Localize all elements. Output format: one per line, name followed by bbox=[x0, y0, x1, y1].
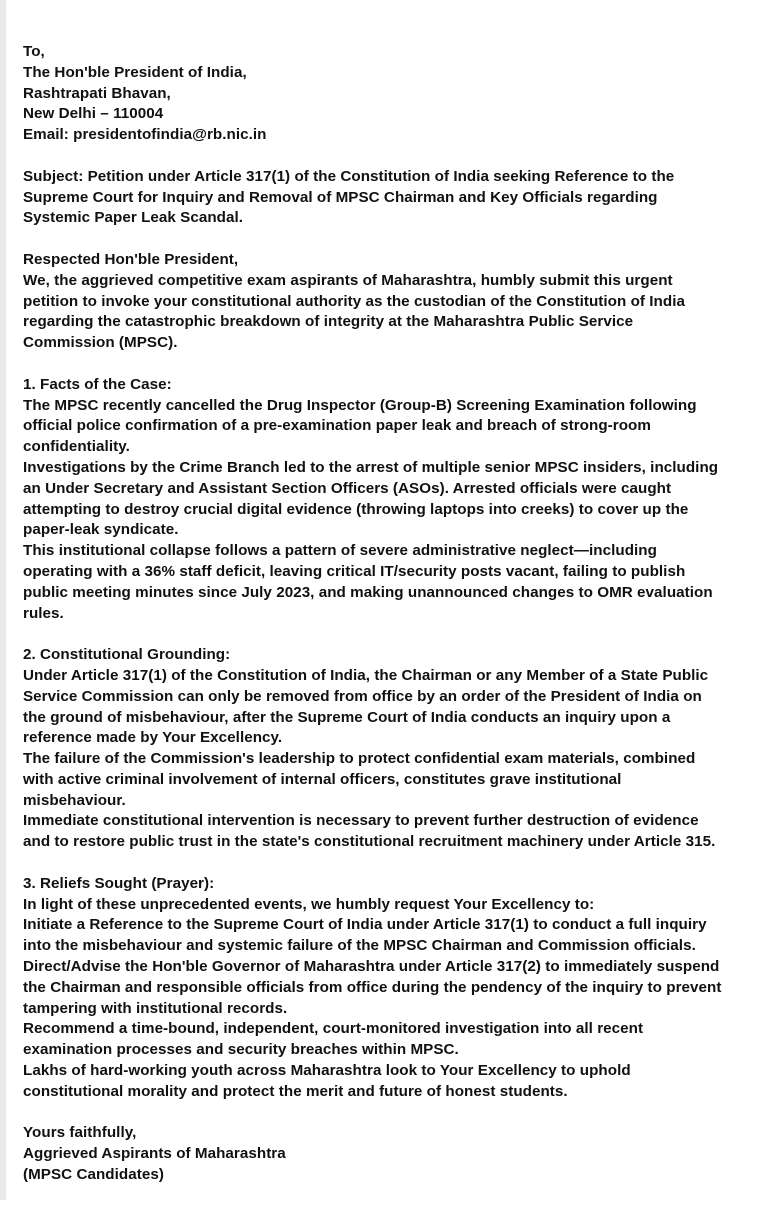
signatory: Aggrieved Aspirants of Maharashtra bbox=[23, 1145, 286, 1163]
section-heading: 3. Reliefs Sought (Prayer): bbox=[23, 874, 215, 892]
grounding-line: Immediate constitutional intervention is necessary to prevent further destruction of evidence bbox=[23, 812, 699, 830]
reliefs-line: Direct/Advise the Hon'ble Governor of Maharashtra under Article 317(2) to immediately suspend bbox=[23, 958, 720, 976]
intro-line: We, the aggrieved competitive exam aspirants of Maharashtra, humbly submit this urgent bbox=[23, 271, 673, 289]
subject-block bbox=[23, 167, 770, 229]
reliefs-line: Recommend a time-bound, independent, court-monitored investigation into all recent bbox=[23, 1020, 644, 1038]
reliefs-line: tampering with institutional records. bbox=[23, 999, 288, 1017]
facts-line: This institutional collapse follows a pattern of severe administrative neglect—including bbox=[23, 542, 657, 560]
grounding-line: The failure of the Commission's leadership to protect confidential exam materials, combined bbox=[23, 750, 696, 768]
subject-line: Supreme Court for Inquiry and Removal of MPSC Chairman and Key Officials regarding bbox=[23, 188, 658, 206]
facts-line: operating with a 36% staff deficit, leaving critical IT/security posts vacant, failing to publish bbox=[23, 562, 686, 580]
grounding-line: and to restore public trust in the state's constitutional recruitment machinery under Article 315. bbox=[23, 833, 716, 851]
intro-line: Commission (MPSC). bbox=[23, 334, 178, 352]
facts-line: attempting to destroy crucial digital evidence (throwing laptops into creeks) to cover up the bbox=[23, 500, 689, 518]
subject-line: Systemic Paper Leak Scandal. bbox=[23, 209, 244, 227]
facts-line: confidentiality. bbox=[23, 438, 130, 456]
subject-line: Subject: Petition under Article 317(1) of the Constitution of India seeking Reference to the bbox=[23, 167, 675, 185]
signatory-group: (MPSC Candidates) bbox=[23, 1166, 164, 1184]
petition-letter bbox=[23, 42, 770, 1207]
facts-line: an Under Secretary and Assistant Section Officers (ASOs). Arrested officials were caught bbox=[23, 479, 672, 497]
recipient-city: New Delhi – 110004 bbox=[23, 105, 164, 123]
reliefs-section bbox=[23, 874, 770, 1103]
facts-line: Investigations by the Crime Branch led to the arrest of multiple senior MPSC insiders, including bbox=[23, 458, 719, 476]
grounding-line: reference made by Your Excellency. bbox=[23, 729, 283, 747]
grounding-section bbox=[23, 645, 770, 853]
facts-line: The MPSC recently cancelled the Drug Inspector (Group-B) Screening Examination following bbox=[23, 396, 697, 414]
reliefs-line: examination processes and security breaches within MPSC. bbox=[23, 1041, 459, 1059]
greeting-block bbox=[23, 250, 770, 354]
address-block bbox=[23, 42, 770, 146]
recipient-email: Email: presidentofindia@rb.nic.in bbox=[23, 126, 267, 144]
recipient-name: The Hon'ble President of India, bbox=[23, 63, 247, 81]
reliefs-line: into the misbehaviour and systemic failure of the MPSC Chairman and Commission officials. bbox=[23, 937, 696, 955]
grounding-line: Under Article 317(1) of the Constitution of India, the Chairman or any Member of a State Public bbox=[23, 666, 709, 684]
valediction: Yours faithfully, bbox=[23, 1124, 137, 1142]
reliefs-line: the Chairman and responsible officials from office during the pendency of the inquiry to prevent bbox=[23, 978, 722, 996]
reliefs-line: Lakhs of hard-working youth across Maharashtra look to Your Excellency to uphold bbox=[23, 1062, 631, 1080]
closing-block bbox=[23, 1123, 770, 1185]
facts-section bbox=[23, 375, 770, 625]
facts-line: paper-leak syndicate. bbox=[23, 521, 179, 539]
greeting-salutation: Respected Hon'ble President, bbox=[23, 250, 239, 268]
grounding-line: the ground of misbehaviour, after the Supreme Court of India conducts an inquiry upon a bbox=[23, 708, 671, 726]
recipient-building: Rashtrapati Bhavan, bbox=[23, 84, 171, 102]
reliefs-line: Initiate a Reference to the Supreme Court of India under Article 317(1) to conduct a full inquiry bbox=[23, 916, 707, 934]
facts-line: official police confirmation of a pre-examination paper leak and breach of strong-room bbox=[23, 417, 651, 435]
section-heading: 1. Facts of the Case: bbox=[23, 375, 172, 393]
section-heading: 2. Constitutional Grounding: bbox=[23, 646, 231, 664]
grounding-line: with active criminal involvement of internal officers, constitutes grave institutional bbox=[23, 770, 622, 788]
intro-line: petition to invoke your constitutional authority as the custodian of the Constitution of India bbox=[23, 292, 685, 310]
grounding-line: misbehaviour. bbox=[23, 791, 126, 809]
salutation-to: To, bbox=[23, 43, 45, 60]
intro-line: regarding the catastrophic breakdown of integrity at the Maharashtra Public Service bbox=[23, 313, 634, 331]
reliefs-line: constitutional morality and protect the merit and future of honest students. bbox=[23, 1082, 568, 1100]
facts-line: public meeting minutes since July 2023, and making unannounced changes to OMR evaluation bbox=[23, 583, 713, 601]
reliefs-line: In light of these unprecedented events, we humbly request Your Excellency to: bbox=[23, 895, 595, 913]
grounding-line: Service Commission can only be removed from office by an order of the President of India on bbox=[23, 687, 702, 705]
facts-line: rules. bbox=[23, 604, 64, 622]
